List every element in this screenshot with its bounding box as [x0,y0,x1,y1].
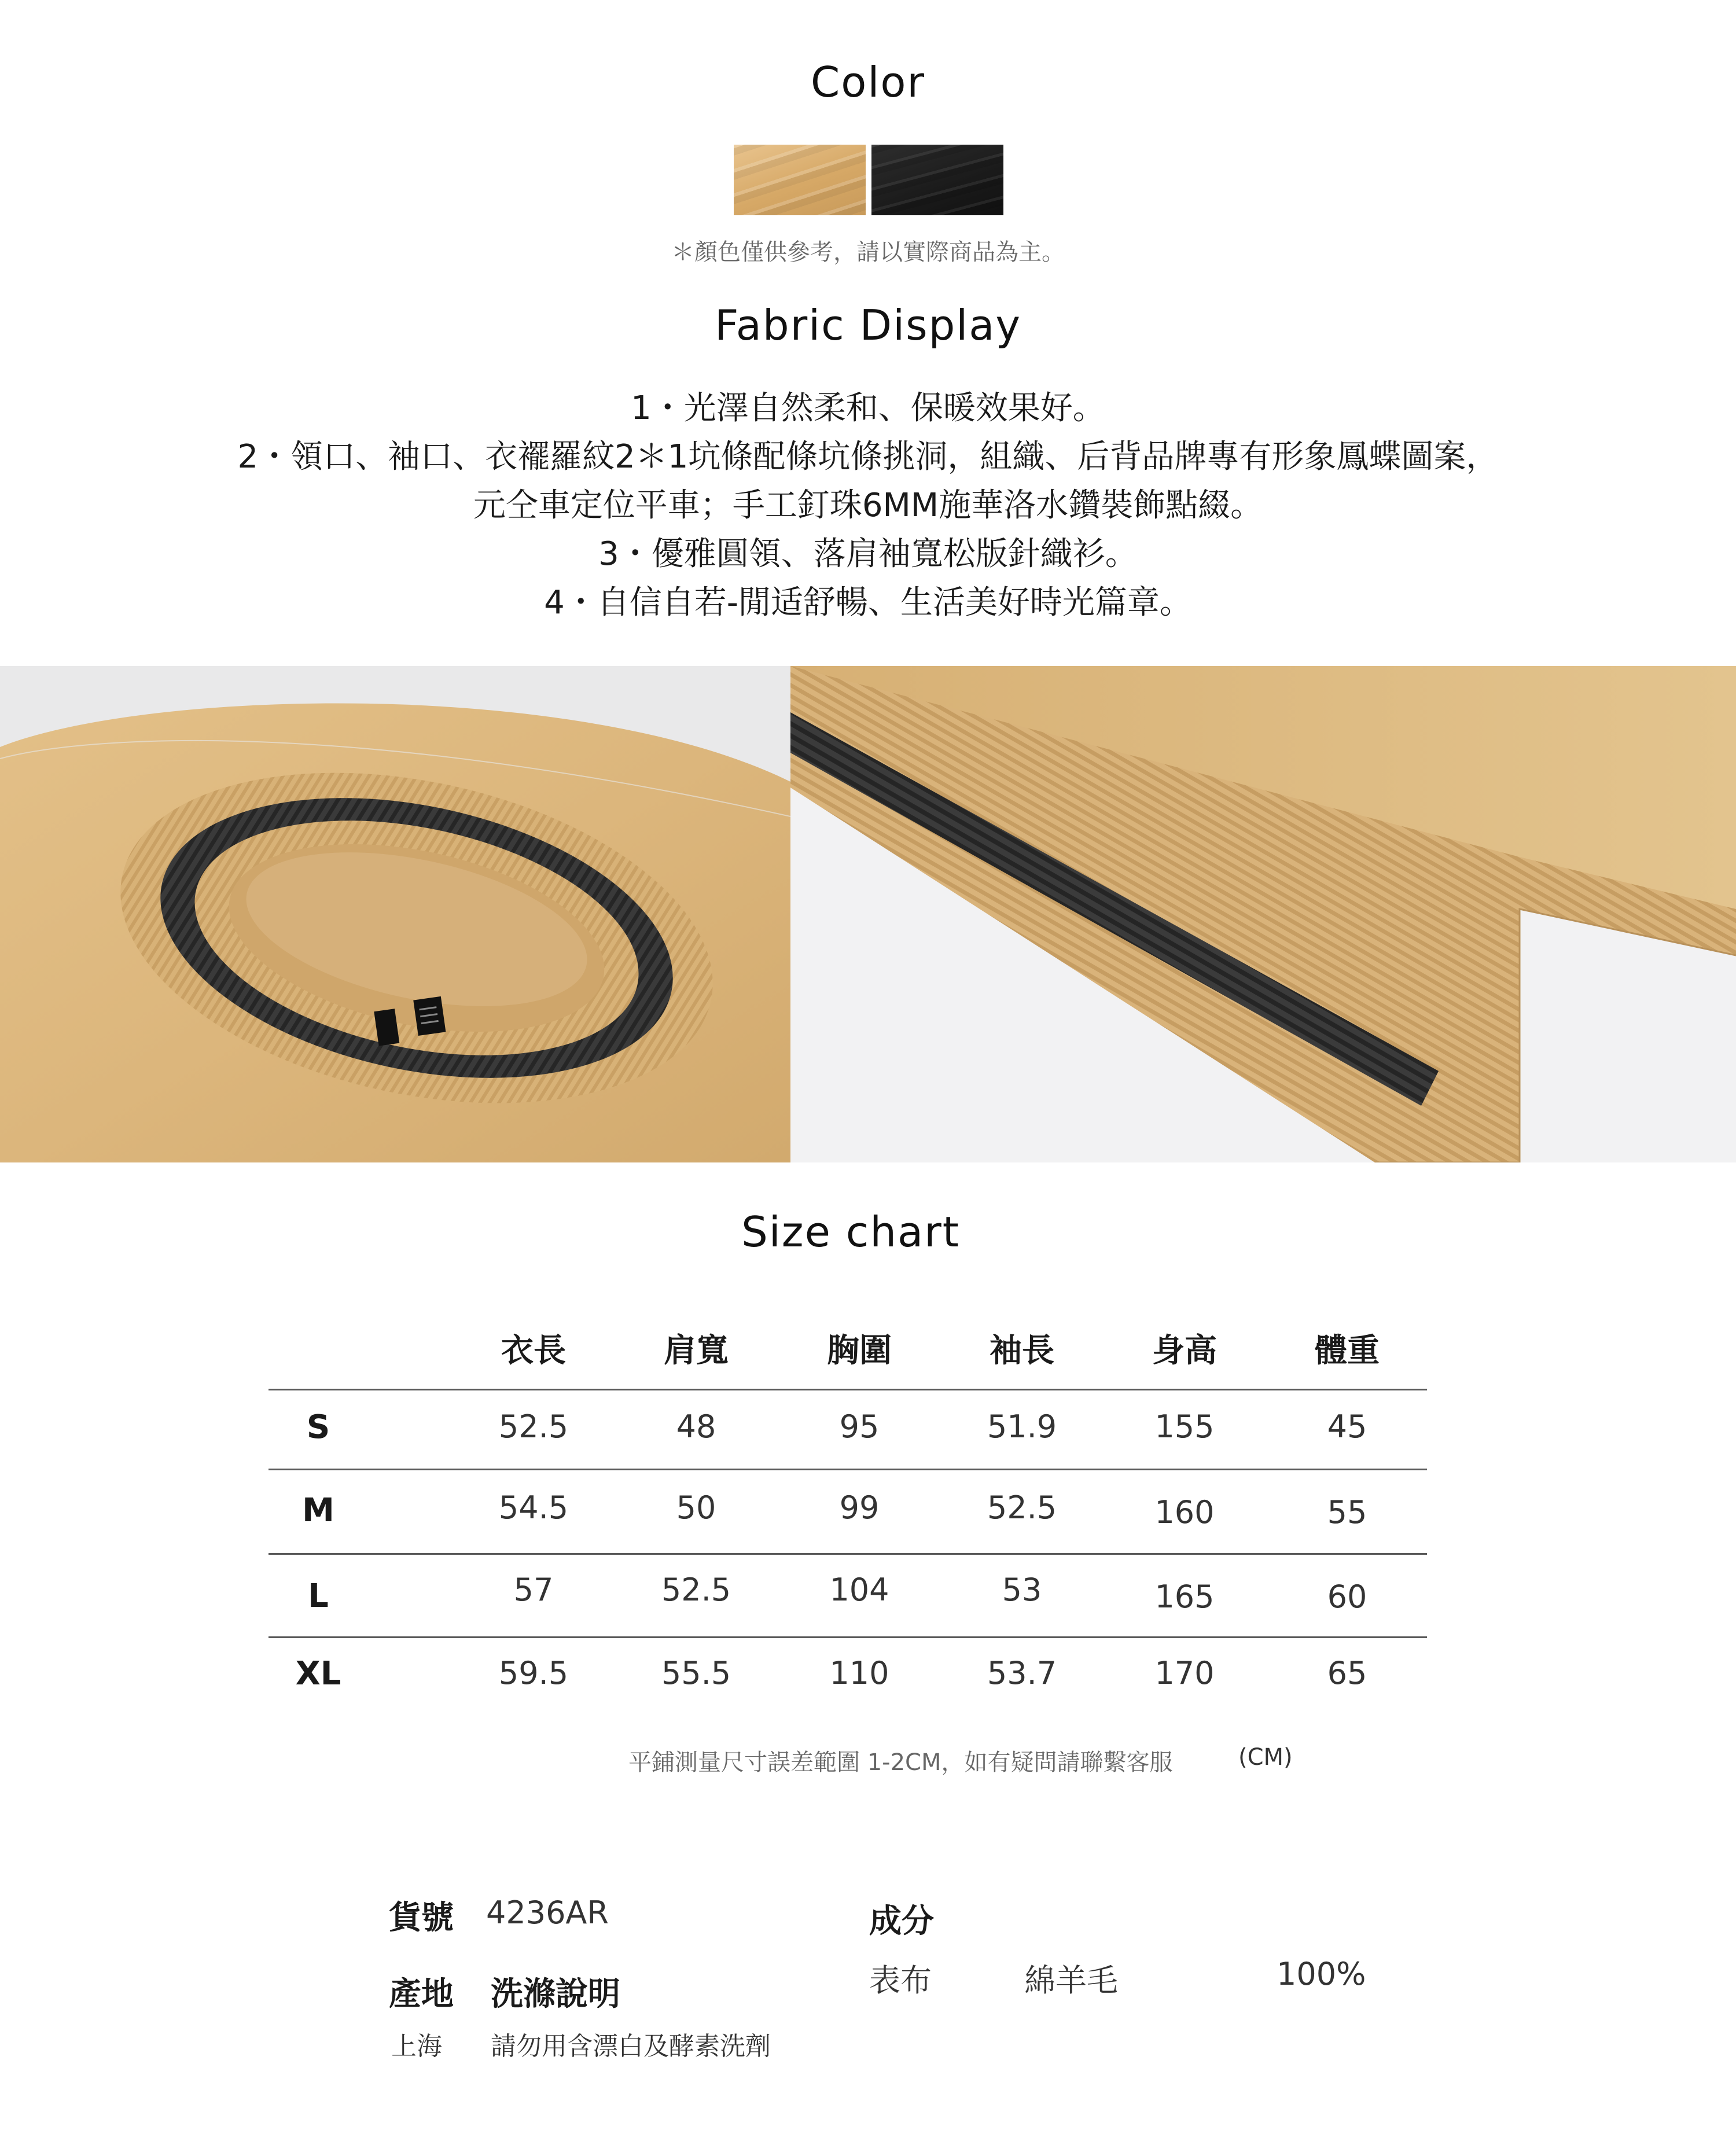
table-cell: 160 [1154,1494,1215,1530]
origin-value: 上海 [391,2032,442,2061]
size-label-l: L [308,1577,329,1615]
feature-line-2: 2・領口、袖口、衣襬羅紋2＊1坑條配條坑條挑洞，組織、后背品牌專有形象鳳蝶圖案， [237,438,1499,476]
col-header-weight: 體重 [1315,1332,1380,1370]
fabric-title: Fabric Display [714,301,1022,349]
item-no-value: 4236AR [486,1894,609,1931]
color-note: ＊顏色僅供參考，請以實際商品為主。 [671,239,1065,266]
table-cell: 165 [1154,1579,1215,1615]
item-no-label: 貨號 [389,1899,454,1937]
col-header-length: 衣長 [501,1332,566,1370]
table-cell: 52.5 [661,1572,731,1608]
table-divider [269,1636,1427,1638]
color-title: Color [811,58,925,106]
table-cell: 50 [676,1489,716,1526]
size-label-xl: XL [295,1655,341,1693]
size-chart-title: Size chart [741,1208,960,1256]
care-value: 請勿用含漂白及酵素洗劑 [491,2032,771,2061]
color-swatch-beige[interactable] [734,145,866,215]
table-cell: 53.7 [987,1655,1057,1691]
table-divider [269,1389,1427,1390]
table-cell: 45 [1327,1408,1367,1445]
feature-line-4: 3・優雅圓領、落肩袖寬松版針織衫。 [598,535,1138,573]
table-cell: 104 [829,1572,889,1608]
composition-percent: 100% [1277,1956,1366,1992]
table-cell: 60 [1327,1579,1367,1615]
table-cell: 99 [839,1489,880,1526]
origin-label: 產地 [389,1975,454,2013]
table-cell: 155 [1154,1408,1215,1445]
table-cell: 57 [513,1572,554,1608]
collar-detail-photo [0,666,790,1162]
table-cell: 170 [1154,1655,1215,1691]
table-cell: 52.5 [498,1408,569,1445]
col-header-sleeve: 袖長 [990,1332,1054,1370]
table-cell: 55.5 [661,1655,731,1691]
table-cell: 55 [1327,1494,1367,1530]
size-label-s: S [306,1408,330,1446]
size-note: 平鋪測量尺寸誤差範圍 1-2CM，如有疑問請聯繫客服 [628,1749,1173,1776]
table-cell: 110 [829,1655,889,1691]
feature-line-1: 1・光澤自然柔和、保暖效果好。 [631,389,1105,427]
composition-label: 成分 [869,1903,934,1940]
color-swatch-black[interactable] [871,145,1003,215]
composition-part: 表布 [869,1962,932,1999]
table-cell: 54.5 [498,1489,569,1526]
col-header-shoulder: 肩寬 [664,1332,729,1370]
table-cell: 53 [1002,1572,1042,1608]
table-cell: 52.5 [987,1489,1057,1526]
size-label-m: M [302,1492,334,1529]
size-unit: (CM) [1238,1744,1293,1771]
table-cell: 95 [839,1408,880,1445]
composition-material: 綿羊毛 [1024,1962,1118,1999]
col-header-chest: 胸圍 [827,1332,892,1370]
feature-line-5: 4・自信自若-閒适舒暢、生活美好時光篇章。 [544,584,1192,621]
table-divider [269,1553,1427,1555]
care-label: 洗滌說明 [491,1975,620,2013]
table-divider [269,1469,1427,1470]
col-header-height: 身高 [1152,1332,1217,1370]
table-cell: 59.5 [498,1655,569,1691]
feature-line-3: 元仝車定位平車；手工釘珠6MM施華洛水鑽裝飾點綴。 [473,487,1263,524]
table-cell: 51.9 [987,1408,1057,1445]
table-cell: 48 [676,1408,716,1445]
table-cell: 65 [1327,1655,1367,1691]
cuff-detail-photo [790,666,1736,1162]
